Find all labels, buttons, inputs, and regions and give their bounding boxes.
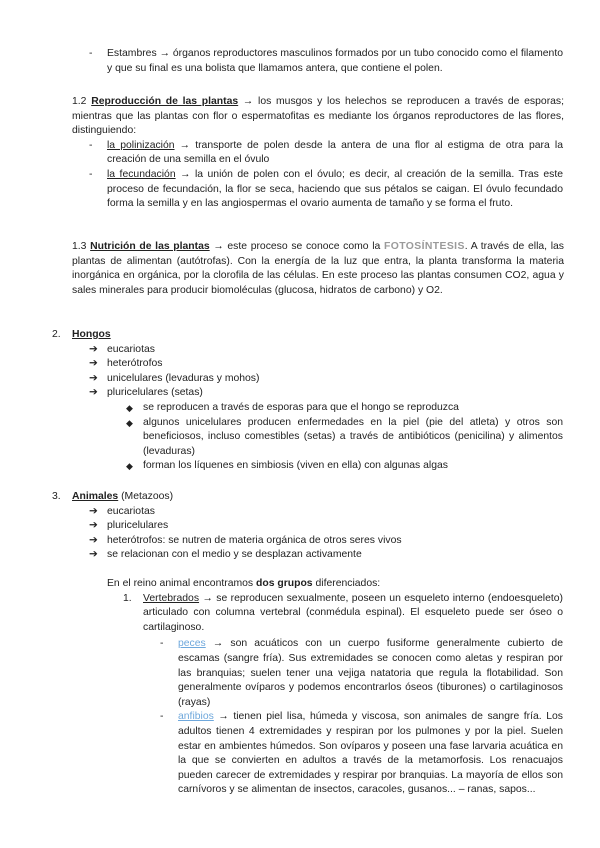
intro-text: diferenciados: [312,577,381,589]
item-text: unicelulares (levaduras y mohos) [107,372,260,384]
list-number: 3. [52,491,61,502]
list-number: 1. [123,592,132,604]
section-text: → este proceso se conoce como la [209,241,384,252]
term-polinizacion: la polinización [107,139,175,151]
item-text: se reproducen a través de esporas para que el hongo se reproduzca [143,401,459,413]
estambres-block [0,47,600,76]
list-number: 2. [52,329,61,340]
item-text: → transporte de polen desde la antera de una flor al estigma de otra para la creación de una semilla en el óvulo [107,139,563,166]
arrow-marker: ➔ [89,549,98,561]
section-title-extra: (Metazoos) [118,491,174,502]
intro-bold: dos grupos [256,577,313,589]
item-text: → son acuáticos con un cuerpo fusiforme generalmente cubierto de escamas (sangre fría). Sus extremidades se conocen como aletas y respiran por las branquias; suelen tener una vejiga natatoria que regula la flotabilidad. Son generalmente ovíparos y podemos encontrarlos óseos (tiburones) o cartilaginosos (rayas) [178,638,563,708]
section-1-2-paragraph [72,95,564,139]
item-text: pluricelulares (setas) [107,387,203,399]
list-item [89,519,563,534]
animales-intro [107,577,563,592]
list-item [89,357,563,372]
list-item [89,534,563,549]
arrow-marker: ➔ [89,534,98,546]
list-item [126,401,563,416]
dash-marker: - [89,48,93,59]
section-number: 1.3 [72,241,87,252]
list-item [160,710,563,798]
section-number: 1.2 [72,96,87,107]
list-item [89,505,563,520]
section-title: Animales [72,491,119,502]
section-1-3-paragraph [72,240,564,298]
item-text: heterótrofos: se nutren de materia orgánica de otros seres vivos [107,534,402,546]
list-item [89,548,563,563]
list-item [89,139,563,168]
item-text: → tienen piel lisa, húmeda y viscosa, son animales de sangre fría. Los adultos tienen 4 extremidades y respiran por los pulmones y por la piel. Suelen estar en ambientes húmedos. Son ovíparos y poseen una fase larvaria acuática en la que se convierten en adultos a través de la metamorfosis. Los renacuajos pueden carecer de extremidades y respirar por branquias. La mayoría de ellos son carnívoros y se alimentan de insectos, caracoles, gusanos... – ranas, sapos... [178,711,563,796]
section-title: Nutrición de las plantas [90,241,210,252]
section-title: Reproducción de las plantas [91,96,239,107]
item-text: eucariotas [107,505,155,517]
item-text: heterótrofos [107,358,163,370]
item-text: eucariotas [107,343,155,355]
section-1-3 [0,240,600,298]
list-item [89,47,563,76]
dash-marker: - [89,139,93,151]
list-item [160,637,563,710]
list-item [89,168,563,212]
dash-marker: - [160,638,164,650]
diamond-marker: ◆ [126,461,133,472]
dash-marker: - [89,168,93,180]
intro-text: En el reino animal encontramos [107,577,257,589]
list-item [89,343,563,358]
diamond-marker: ◆ [126,417,133,428]
item-text: pluricelulares [107,520,169,532]
arrow-marker: ➔ [89,358,98,370]
arrow-marker: ➔ [89,505,98,517]
term-vertebrados: Vertebrados [143,592,200,604]
item-text: algunos unicelulares producen enfermedades en la piel (pie del atleta) y otros son beneficiosos, incluso comestibles (setas) a través de antibióticos (penicilina) y alimentos (levaduras) [143,416,563,457]
estambres-text: Estambres → órganos reproductores masculinos formados por un tubo conocido como el filamento y que su final es una bolista que llamamos antera, que contiene el polen. [107,48,563,74]
arrow-marker: ➔ [89,343,98,355]
section-heading [52,490,562,505]
list-item [89,372,563,387]
item-text: → se reproducen sexualmente, poseen un esqueleto interno (endoesqueleto) articulado con columna vertebral (conmédula espinal). El esqueleto puede ser óseo o cartilaginoso. [143,592,563,633]
section-animales [0,490,600,798]
link-anfibios[interactable]: anfibios [178,711,214,723]
link-peces[interactable]: peces [178,638,206,650]
term-fecundacion: la fecundación [107,168,176,180]
fotosintesis-highlight: FOTOSÍNTESIS [383,241,465,252]
item-text: forman los líquenes en simbiosis (viven en ella) con algunas algas [143,460,448,472]
arrow-marker: ➔ [89,372,98,384]
section-text: → los musgos y los helechos se reproducen a través de esporas; mientras que las plantas con flor o espermatofitas es mediante los órganos reproductores de las flores, distinguiendo: [72,96,565,137]
list-item [126,459,563,474]
list-item [126,416,563,460]
arrow-marker: ➔ [89,520,98,532]
list-item [89,386,563,401]
vertebrados-item [123,592,563,636]
item-text: se relacionan con el medio y se desplazan activamente [107,549,362,561]
dash-marker: - [160,711,164,723]
section-title: Hongos [72,329,111,340]
item-text: → la unión de polen con el óvulo; es decir, al creación de la semilla. Tras este proceso de fecundación, la flor se seca, haciendo que sus pétalos se caigan. El óvulo fecundado forma la semilla y en las angiospermas el ovario aumenta de tamaño y se forma el fruto. [107,168,563,210]
diamond-marker: ◆ [126,402,133,413]
section-heading [52,328,562,343]
section-hongos [0,328,600,474]
section-text: . A través de ella, las plantas de alimentan (autótrofas). Con la energía de la luz que entra, la planta transforma la materia inorgánica en orgánica, por la clorofila de las células. En este proceso las plantas consumen CO2, agua y sales minerales para producir biomoléculas (glucosa, hidratos de carbono) y O2. [72,241,564,296]
section-1-2 [0,95,600,212]
arrow-marker: ➔ [89,387,98,399]
